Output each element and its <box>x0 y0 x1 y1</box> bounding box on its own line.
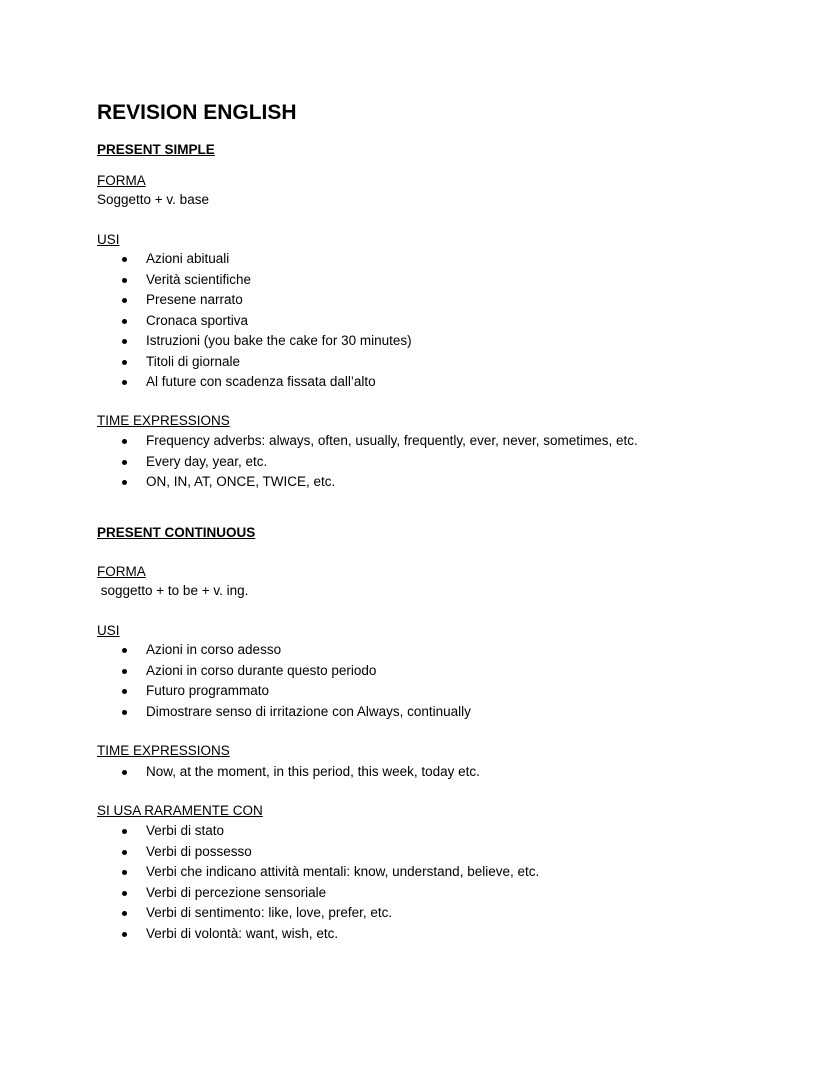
section-heading-present-simple: PRESENT SIMPLE <box>97 142 215 157</box>
bullet-icon <box>122 278 127 283</box>
bullet-icon <box>122 689 127 694</box>
forma-label: FORMA <box>97 173 146 188</box>
list-item: Every day, year, etc. <box>97 452 638 473</box>
usi-label: USI <box>97 232 120 247</box>
bullet-icon <box>122 829 127 834</box>
list-item: Verbi che indicano attività mentali: know, understand, believe, etc. <box>97 862 539 883</box>
bullet-icon <box>122 850 127 855</box>
bullet-icon <box>122 360 127 365</box>
forma-text: soggetto + to be + v. ing. <box>97 583 249 598</box>
bullet-icon <box>122 298 127 303</box>
section-heading-present-continuous: PRESENT CONTINUOUS <box>97 525 256 540</box>
list-item: Verbi di possesso <box>97 842 539 863</box>
bullet-icon <box>122 339 127 344</box>
bullet-icon <box>122 911 127 916</box>
rarely-used-label: SI USA RARAMENTE CON <box>97 803 263 818</box>
list-item: Verità scientifiche <box>97 270 412 291</box>
list-item: Verbi di stato <box>97 821 539 842</box>
document-title: REVISION ENGLISH <box>97 101 297 124</box>
list-item: Azioni in corso durante questo periodo <box>97 661 471 682</box>
list-item: Dimostrare senso di irritazione con Always, continually <box>97 702 471 723</box>
bullet-icon <box>122 480 127 485</box>
list-item: Azioni abituali <box>97 249 412 270</box>
list-item: Verbi di sentimento: like, love, prefer, etc. <box>97 903 539 924</box>
list-item: ON, IN, AT, ONCE, TWICE, etc. <box>97 472 638 493</box>
bullet-icon <box>122 380 127 385</box>
rarely-used-list <box>97 821 539 944</box>
bullet-icon <box>122 319 127 324</box>
bullet-icon <box>122 710 127 715</box>
list-item: Al future con scadenza fissata dall’alto <box>97 372 412 393</box>
bullet-icon <box>122 932 127 937</box>
list-item: Now, at the moment, in this period, this week, today etc. <box>97 762 480 783</box>
bullet-icon <box>122 870 127 875</box>
list-item: Frequency adverbs: always, often, usually, frequently, ever, never, sometimes, etc. <box>97 431 638 452</box>
usi-list <box>97 640 471 722</box>
time-expressions-label: TIME EXPRESSIONS <box>97 413 230 428</box>
bullet-icon <box>122 439 127 444</box>
bullet-icon <box>122 648 127 653</box>
list-item: Azioni in corso adesso <box>97 640 471 661</box>
bullet-icon <box>122 460 127 465</box>
list-item: Verbi di volontà: want, wish, etc. <box>97 924 539 945</box>
list-item: Presene narrato <box>97 290 412 311</box>
list-item: Verbi di percezione sensoriale <box>97 883 539 904</box>
forma-text: Soggetto + v. base <box>97 192 209 207</box>
forma-label: FORMA <box>97 564 146 579</box>
bullet-icon <box>122 257 127 262</box>
time-expressions-label: TIME EXPRESSIONS <box>97 743 230 758</box>
list-item: Titoli di giornale <box>97 352 412 373</box>
list-item: Futuro programmato <box>97 681 471 702</box>
time-expressions-list <box>97 762 480 783</box>
usi-list <box>97 249 412 393</box>
bullet-icon <box>122 770 127 775</box>
bullet-icon <box>122 891 127 896</box>
list-item: Cronaca sportiva <box>97 311 412 332</box>
time-expressions-list <box>97 431 638 493</box>
bullet-icon <box>122 669 127 674</box>
list-item: Istruzioni (you bake the cake for 30 minutes) <box>97 331 412 352</box>
usi-label: USI <box>97 623 120 638</box>
